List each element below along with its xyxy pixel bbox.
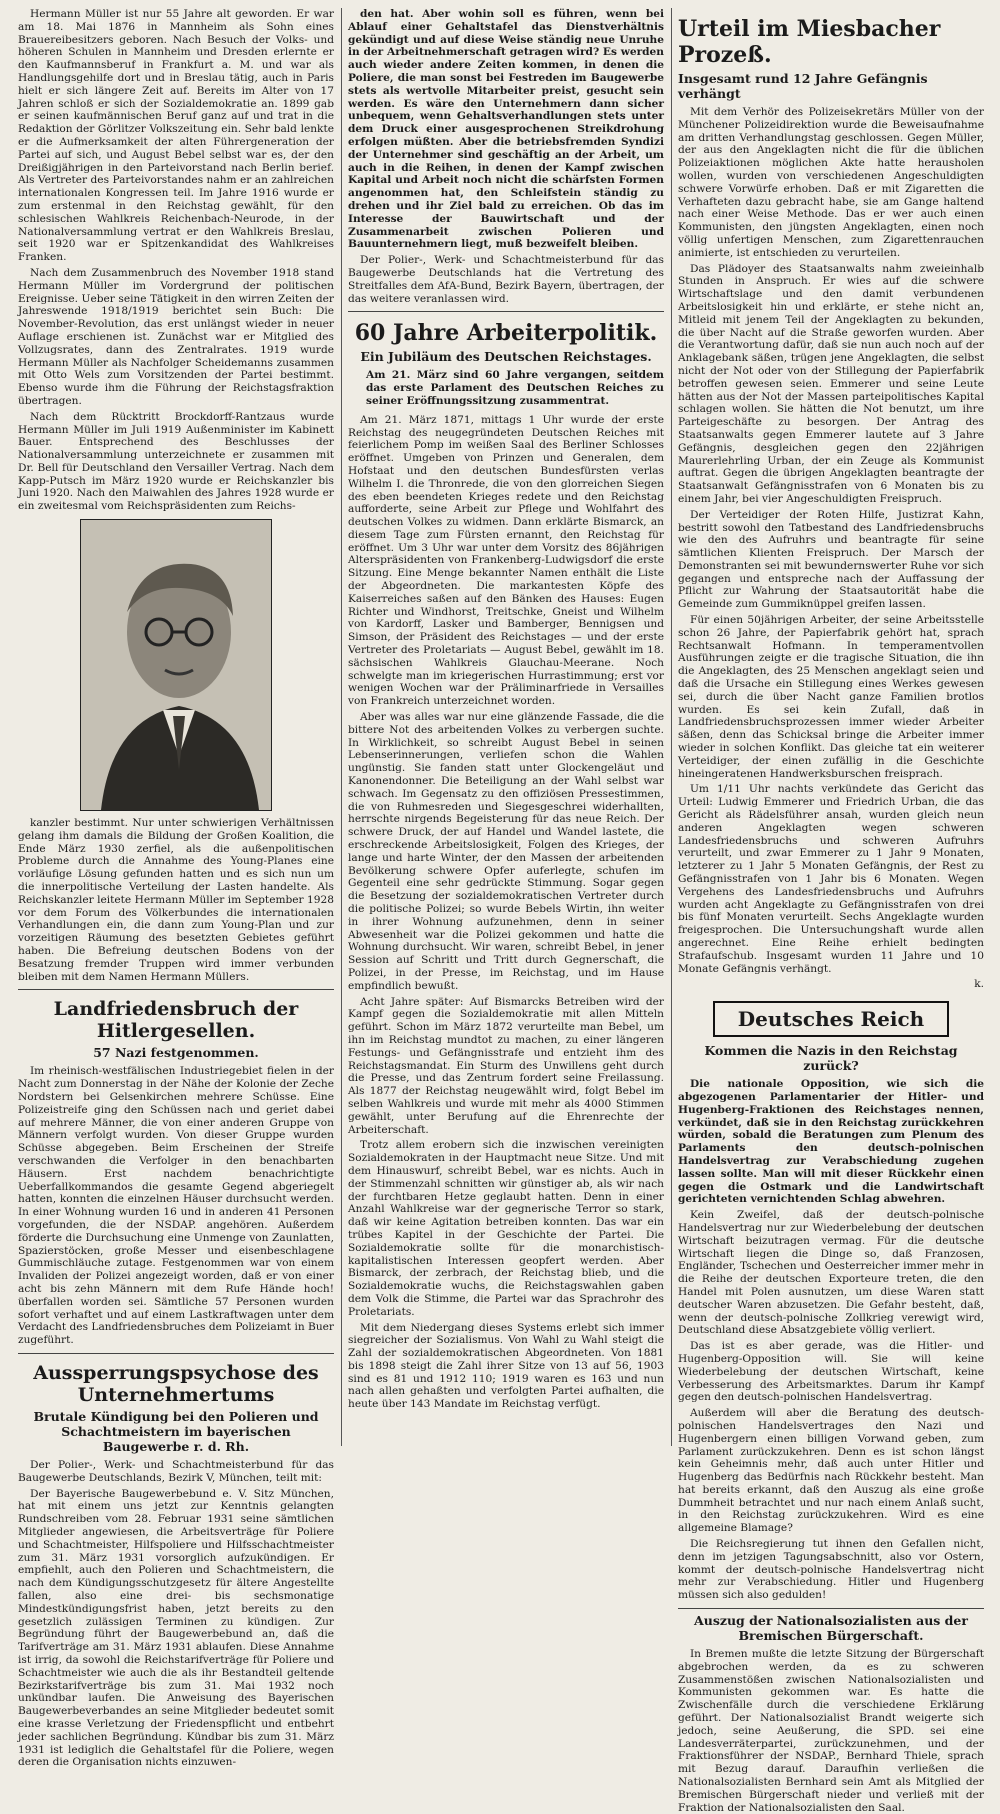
paragraph: Der Bayerische Baugewerbebund e. V. Sitz München, hat mit einem uns jetzt zur Kenntnis gelangten Rundschreiben vom 28. Februar 1931 seine sämtlichen Mitglieder angewiesen, die Arbeitsverträge für Poliere und Schachtmeister, Hilfspoliere und Hilfsschachtmeister zum 31. März 1931 vorsorglich aufzukündigen. Er empfiehlt, auch den Polieren und Schachtmeistern, die nach dem Kündigungsschutzgesetz für ältere Angestellte fallen, also eine drei- bis sechsmonatige Mindestkündigungsfrist haben, jetzt bereits zu den gesetzlich zulässigen Terminen zu kündigen. Zur Begründung führt der Baugewerbebund an, daß die Tarifverträge am 31. März 1931 ablaufen. Diese Annahme ist irrig, da sowohl die Reichstarifverträge für Poliere und Schachtmeister wie auch die als ihr Bestandteil geltende Bezirkstarifverträge bis zum 31. Mai 1932 noch unkündbar laufen. Die Anweisung des Bayerischen Baugewerbeverbandes an seine Mitglieder bedeutet somit eine krasse Verletzung der Friedenspflicht und entbehrt jeder sachlichen Begründung. Kündbar bis zum 31. März 1931 ist lediglich die Gehaltstafel für die Poliere, wegen deren die Organisation nichts einzuwen- xyxy=(18,1487,334,1769)
paragraph: Um 1/11 Uhr nachts verkündete das Gericht das Urteil: Ludwig Emmerer und Friedrich Urban, die das Gericht als Rädelsführer ansah, wurden gleich neun anderen Angeklagten wegen schweren Landesfriedensbruchs und schweren Aufruhrs verurteilt, und zwar Emmerer zu 1 Jahr 9 Monaten, letzterer zu 1 Jahr 5 Monaten Gefängnis, der Rest zu Gefängnisstrafen von 1 Jahr bis 6 Monaten. Wegen Vergehens des Landesfriedensbruchs und Aufruhrs wurden acht Angeklagte zu Gefängnisstrafen von drei bis fünf Monaten verurteilt. Sechs Angeklagte wurden freigesprochen. Die Untersuchungshaft wurde allen angerechnet. Eine Reihe erhielt bedingten Strafaufschub. Insgesamt wurden 11 Jahre und 10 Monate Gefängnis verhängt. xyxy=(678,783,984,975)
paragraph: Nach dem Rücktritt Brockdorff-Rantzaus wurde Hermann Müller im Juli 1919 Außenminister im Kabinett Bauer. Entsprechend des Beschlusses der Nationalversammlung unterzeichnete er zusammen mit Dr. Bell für Deutschland den Versailler Vertrag. Nach dem Kapp-Putsch im März 1920 wurde er Reichskanzler bis Juni 1920. Nach den Maiwahlen des Jahres 1928 wurde er ein zweitesmal vom Reichspräsidenten zum Reichs- xyxy=(18,410,334,513)
headline-aussperrung: Aussperrungspsychose des Unternehmertums xyxy=(33,1361,319,1406)
subheadline: Ein Jubiläum des Deutschen Reichstages. xyxy=(360,349,652,365)
headline-nazis-reichstag: Kommen die Nazis in den Reichstag zurück? xyxy=(704,1043,958,1074)
subheadline: Brutale Kündigung bei den Polieren und Schachtmeistern im bayerischen Baugewerbe r. d. Rh. xyxy=(33,1408,319,1454)
paragraph: Mit dem Verhör des Polizeisekretärs Müller von der Münchener Polizeidirektion wurde die Beweisaufnahme am dritten Verhandlungstag geschlossen. Gegen Müller, der aus den Angeklagten nicht die für die üblichen Polizeiaktionen möglichen Akte hatte herausholen wollen, wurden von verschiedenen Angeschuldigten schwere Vorwürfe erhoben. Daß er mit Zigaretten die Verhafteten dazu gebracht habe, sie am Gange haltend nach einer Weise Methode. Das er wer auch einen Kommunisten, den jüngsten Angeklagten, einen noch völlig unfertigen Menschen, zum Zigarettenrauchen animierte, ist entschieden zu verurteilen. xyxy=(678,106,984,259)
paragraph: Mit dem Niedergang dieses Systems erlebt sich immer siegreicher der Sozialismus. Von Wahl zu Wahl steigt die Zahl der sozialdemokratischen Abgeordneten. Von 1881 bis 1898 steigt die Zahl ihrer Sitze von 13 auf 56, 1903 sind es 81 und 1912 110; 1919 waren es 163 und nun nach allen gehaßten und verfolgten Partei aufhalten, die heute über 143 Mandate im Reichstag verfügt. xyxy=(348,1321,664,1411)
subheadline: 57 Nazi festgenommen. xyxy=(93,1045,259,1061)
divider xyxy=(348,311,664,312)
paragraph: Das Plädoyer des Staatsanwalts nahm zweieinhalb Stunden in Anspruch. Er wies auf die schwere Wirtschaftslage und den damit verbundenen Arbeitslosigkeit hin und erklärte, er stehe nicht an, Mitleid mit jenem Teil der Angeklagten zu bekunden, die über Nacht auf die Straße geworfen wurden. Aber die Verantwortung dafür, daß sie nun auch noch auf der Anklagebank säßen, trügen jene Angeklagten, die selbst nicht der Not oder von der Stillegung der Papierfabrik betroffen gewesen seien. Emmerer und seine Leute hätten aus der Not der Massen parteipolitisches Kapital schlagen wollen. Sie hätten die Not benutzt, um ihre Parteigeschäfte zu besorgen. Der Antrag des Staatsanwalts gegen Emmerer lautete auf 3 Jahre Gefängnis, desgleichen gegen den 22jährigen Maurerlehrling Urban, der ein Zeuge als Kommunist auftrat. Gegen die übrigen Angeklagten beantragte der Staatsanwalt Gefängnisstrafen von 6 Monaten bis zu einem Jahr, bei vier Angeschuldigten Freispruch. xyxy=(678,262,984,505)
headline-bremische-buergerschaft: Auszug der Nationalsozialisten aus der Bremischen Bürgerschaft. xyxy=(694,1613,968,1644)
column-3 xyxy=(678,8,984,1814)
paragraph: Für einen 50jährigen Arbeiter, der seine Arbeitsstelle schon 26 Jahre, der Papierfabrik gehört hat, sprach Rechtsanwalt Hofmann. In temperamentvollen Ausführungen zeigte er die tragische Situation, die ihn die Angeklagten, des 25 Menschen angeklagt seien und daß die Ursache ein Stillegung eines Werkes gewesen sei, durch die über Nacht ganze Familien brotlos wurden. Es sei kein Zufall, daß in Landfriedensbruchsprozessen immer wieder Arbeiter säßen, denn das Schicksal bringe die Arbeiter immer wieder in solchen Konflikt. Das gleiche tat ein weiterer Verteidiger, der einen zufällig in die Geschichte hineingeratenen Handwerksburschen freisprach. xyxy=(678,614,984,780)
paragraph: Die Reichsregierung tut ihnen den Gefallen nicht, denn im jetzigen Tagungsabschnitt, also vor Ostern, kommt der deutsch-polnische Handelsvertrag nicht mehr zur Verabschiedung. Hitler und Hugenberg müssen sich also gedulden! xyxy=(678,1538,984,1602)
paragraph: Aber was alles war nur eine glänzende Fassade, die die bittere Not des arbeitenden Volkes zu verbergen suchte. In Wirklichkeit, so schreibt August Bebel in seinen Lebenserinnerungen, verliefen schon die Wahlen ungünstig. Sie fanden statt unter Glockengeläut und Kanonendonner. Die Beteiligung an der Wahl selbst war schwach. Im Gegensatz zu den offiziösen Pressestimmen, die von Ruhmesreden und Siegesgeschrei widerhallten, herrschte nirgends Begeisterung für das neue Reich. Der schwere Druck, der auf Handel und Wandel lastete, die erschreckende Arbeitslosigkeit, Folgen des Krieges, der lange und harte Winter, der den Massen der arbeitenden Bevölkerung schwere Opfer auferlegte, schufen im Gegenteil eine sehr gedrückte Stimmung. Sogar gegen die Besetzung der sozialdemokratischen Vertreter durch die politische Polizei; so wurde Bebels Wirtin, ihn weiter in ihrer Wohnung aufzunehmen, denn in seiner Abwesenheit war die Polizei gekommen und hatte die Wohnung durchsucht. Wir waren, schreibt Bebel, in jener Session auf Schritt und Tritt durch Gegnerschaft, die Polizei, in der Presse, im Reichstag, und im Hause empfindlich bewußt. xyxy=(348,711,664,992)
column-rule xyxy=(671,8,672,1446)
paragraph: Kein Zweifel, daß der deutsch-polnische Handelsvertrag nur zur Wiederbelebung der deutschen Wirtschaft beizutragen vermag. Für die deutsche Wirtschaft liegen die Dinge so, daß Franzosen, Engländer, Tschechen und Oesterreicher immer mehr in die Reihe der deutschen Exporteure treten, die den Handel mit Polen ausnutzen, um diese Waren statt deutscher Waren abzusetzen. Die Gefahr besteht, daß, wenn der deutsch-polnische Zollkrieg verewigt wird, Deutschland diese Absatzgebiete völlig verliert. xyxy=(678,1209,984,1337)
paragraph: In Bremen mußte die letzte Sitzung der Bürgerschaft abgebrochen werden, da es zu schweren Zusammenstößen zwischen Nationalsozialisten und Kommunisten gekommen war. Es hatte die Zwischenfälle durch die verschiedene Erklärung geführt. Der Nationalsozialist Brandt weigerte sich jedoch, seine Aeußerung, die SPD. sei eine Landesverräterpartei, zurückzunehmen, und der Fraktionsführer der NSDAP., Bernhard Thiele, sprach mit Bezug darauf. Daraufhin verließen die Nationalsozialisten Bernhard sein Amt als Mitglied der Bremischen Bürgerschaft nieder und verließ mit der Fraktion der Nationalsozialisten den Saal. xyxy=(678,1648,984,1814)
divider xyxy=(18,1353,334,1354)
paragraph: Am 21. März 1871, mittags 1 Uhr wurde der erste Reichstag des neugegründeten Deutschen Reiches mit feierlichem Pomp im weißen Saal des Berliner Schlosses eröffnet. Umgeben von Prinzen und Generalen, dem Hofstaat und den deutschen Bundesfürsten verlas Wilhelm I. die Thronrede, die von den glorreichen Siegen des eben beendeten Krieges redete und den Reichstag aufforderte, seine Arbeit zur Pflege und Wohlfahrt des deutschen Volkes zu widmen. Dann erklärte Bismarck, an diesem Tage zum Fürsten ernannt, den Reichstag für eröffnet. Um 3 Uhr war unter dem Vorsitz des 86jährigen Alterspräsidenten von Frankenberg-Ludwigsdorf die erste Sitzung. Eine Menge bekannter Namen enthält die Liste der Abgeordneten. Die markantesten Köpfe des Kaiserreiches saßen auf den Bänken des Hauses: Eugen Richter und Windhorst, Treitschke, Gneist und Wilhelm von Kardorff, Lasker und Bamberger, Bennigsen und Simson, der Präsident des Reichstages — und der erste Vertreter des Proletariats — August Bebel, gewählt im 18. sächsischen Wahlkreis Glauchau-Meerane. Noch schwelgte man im kriegerischen Hurrastimmung; erst vor wenigen Wochen war der Präliminarfriede in Versailles von Frankreich unterzeichnet worden. xyxy=(348,413,664,708)
column-1 xyxy=(18,8,334,1769)
divider xyxy=(18,989,334,990)
section-title-box: Deutsches Reich xyxy=(713,1001,949,1037)
paragraph: Außerdem will aber die Beratung des deutsch-polnischen Handelsvertrages den Nazi und Hugenbergern einen billigen Vorwand geben, zum Parlament zurückzukehren. Denn es ist schon längst kein Geheimnis mehr, daß auch unter Hitler und Hugenberg das Bedürfnis nach Rückkehr besteht. Man hat bereits erkannt, daß den Auszug als eine große Dummheit betrachtet und nur nach einem Anlaß sucht, in den Reichstag zurückzukehren. Wird es eine allgemeine Blamage? xyxy=(678,1407,984,1535)
headline-landfriedensbruch: Landfriedensbruch der Hitlergesellen. xyxy=(53,998,299,1043)
paragraph: Nach dem Zusammenbruch des November 1918 stand Hermann Müller im Vordergrund der politischen Ereignisse. Ueber seine Tätigkeit in den wirren Zeiten der Jahreswende 1918/1919 berichtet sein Buch: Die November-Revolution, das erst unlängst wieder in neuer Auflage erschienen ist. Zunächst war er Mitglied des Vollzugsrates, dann des Zentralrates. 1919 wurde Hermann Müller als Nachfolger Scheidemanns zusammen mit Otto Wels zum Vorsitzenden der Partei bestimmt. Ebenso wurde ihm die Führung der Reichstagsfraktion übertragen. xyxy=(18,266,334,407)
paragraph: Das ist es aber gerade, was die Hitler- und Hugenberg-Opposition will. Sie will keine Wiederbelebung der deutschen Wirtschaft, keine Verbesserung des Arbeitsmarktes. Darum ihr Kampf gegen den deutsch-polnischen Handelsvertrag. xyxy=(678,1340,984,1404)
divider xyxy=(678,1608,984,1609)
headline-miesbacher-prozess: Urteil im Miesbacher Prozeß. xyxy=(678,16,941,68)
column-rule xyxy=(341,8,342,1446)
paragraph: Trotz allem erobern sich die inzwischen vereinigten Sozialdemokraten in der Hauptmacht neue Sitze. Und mit dem Hinauswurf, schreibt Bebel, war es nichts. Auch in der Stimmenzahl schnitten wir günstiger ab, als wir nach der furchtbaren Hetze geglaubt hatten. Denn in einer Anzahl Wahlkreise war der gegnerische Terror so stark, daß wir keine Agitation betreiben konnten. Das war ein trübes Kapitel in der Geschichte der Partei. Die Sozialdemokratie sollte für die monarchistisch-kapitalistischen Interessen geopfert werden. Aber Bismarck, der zerbrach, der Reichstag blieb, und die Sozialdemokratie wuchs, die Reichstagswahlen gaben dem Volk die Stimme, die Partei war das Sprachrohr des Proletariats. xyxy=(348,1139,664,1318)
paragraph: Der Polier-, Werk- und Schachtmeisterbund für das Baugewerbe Deutschlands hat die Vertretung des Streitfalles dem AfA-Bund, Bezirk Bayern, übertragen, der das weitere veranlassen wird. xyxy=(348,254,664,305)
column-2 xyxy=(348,8,664,1446)
paragraph: Acht Jahre später: Auf Bismarcks Betreiben wird der Kampf gegen die Sozialdemokratie mit allen Mitteln geführt. Schon im März 1872 verurteilte man Bebel, um ihn im Reichstag mundtot zu machen, zu einer längeren Festungs- und Gefängnisstrafe und entzieht ihm des Reichstagsmandat. Ein Sturm des Unwillens geht durch die Presse, und das Zentrum fordert seine Freilassung. Als 1877 der Reichstag neugewählt wird, folgt Bebel im selben Wahlkreis und wurde mit mehr als 4000 Stimmen gewählt, unter Berufung auf die Ehrenrechte der Arbeiterschaft. xyxy=(348,995,664,1136)
paragraph: Der Polier-, Werk- und Schachtmeisterbund für das Baugewerbe Deutschlands, Bezirk V, München, teilt mit: xyxy=(18,1458,334,1484)
paragraph: Im rheinisch-westfälischen Industriegebiet fielen in der Nacht zum Donnerstag in der Nähe der Kolonie der Zeche Nordstern bei Gelsenkirchen mehrere Schüsse. Eine Polizeistreife ging den Schüssen nach und geriet dabei auf mehrere Männer, die von einer anderen Gruppe von Männern verfolgt wurden. Von dieser Gruppe wurden Schüsse abgegeben. Beim Erscheinen der Streife verschwanden die Verfolger in den benachbarten Häusern. Erst nachdem benachrichtigte Ueberfallkommandos die gesamte Gegend abgeriegelt hatten, konnten die einzelnen Häuser durchsucht werden. In einer Wohnung wurden 16 und in anderen 41 Personen vorgefunden, die der NSDAP. angehören. Außerdem förderte die Durchsuchung eine Unmenge von Zaunlatten, Spazierstöcken, große Messer und eisenbeschlagene Gummischläuche zutage. Festgenommen war von einem Invaliden der Polizei angezeigt worden, daß er von einer acht bis zehn Männern mit dem Rufe Hände hoch! überfallen worden sei. Sämtliche 57 Personen wurden sofort verhaftet und auf einem Lastkraftwagen unter dem Verdacht des Landfriedensbruches dem Polizeiamt in Buer zugeführt. xyxy=(18,1065,334,1347)
paragraph: Hermann Müller ist nur 55 Jahre alt geworden. Er war am 18. Mai 1876 in Mannheim als Sohn eines Brauereibesitzers geboren. Nach Besuch der Volks- und höheren Schulen in Mannheim und Dresden erlernte er den Kaufmannsberuf in Frankfurt a. M. und war als Handlungsgehilfe dort und in Breslau tätig, auch in Paris hielt er sich längere Zeit auf. Bereits im Alter von 17 Jahren schloß er sich der Sozialdemokratie an. 1899 gab er seinen kaufmännischen Beruf ganz auf und trat in die Redaktion der Görlitzer Volkszeitung ein. Sehr bald lenkte er die Aufmerksamkeit der alten Führergeneration der Partei auf sich, und August Bebel selbst war es, der den Dreißigjährigen in den Parteivorstand nach Berlin berief. Als Vertreter des Parteivorstandes nahm er an zahlreichen internationalen Kongressen teil. Im Jahre 1916 wurde er zum erstenmal in den Reichstag gewählt, für den schlesischen Wahlkreis Reichenbach-Neurode, in der Nationalversammlung vertrat er den Wahlkreis Breslau, seit 1920 war er Spitzenkandidat des Wahlkreises Franken. xyxy=(18,8,334,264)
paragraph: den hat. Aber wohin soll es führen, wenn bei Ablauf einer Gehaltstafel das Dienstverhältnis gekündigt und auf diese Weise ständig neue Unruhe in der Arbeitnehmerschaft getragen wird? Es werden auch wieder andere Zeiten kommen, in denen die Poliere, die man sonst bei Festreden im Baugewerbe stets als wertvolle Mitarbeiter preist, gesucht sein werden. Es wäre den Unternehmern dann sicher unbequem, wenn Gehaltsverhandlungen stets unter dem Druck einer ausgesprochenen Streikdrohung erfolgen müßten. Aber die betriebsfremden Syndizi der Unternehmer sind geschäftig an der Arbeit, um auch in die Reihen, in denen der Kampf zwischen Kapital und Arbeit noch nicht die schärfsten Formen angenommen hat, den Schleifstein ständig zu drehen und ihr Ziel bald zu erreichen. Ob das im Interesse der Bauwirtschaft und der Zusammenarbeit zwischen Polieren und Bauunternehmern liegt, muß bezweifelt bleiben. xyxy=(348,8,664,251)
subheadline: Insgesamt rund 12 Jahre Gefängnis verhängt xyxy=(678,71,928,101)
paragraph: Der Verteidiger der Roten Hilfe, Justizrat Kahn, bestritt sowohl den Tatbestand des Landfriedensbruchs wie den des Aufruhrs und beantragte für seine sämtlichen Klienten Freispruch. Der Marsch der Demonstranten sei mit bewundernswerter Ruhe vor sich gegangen und entspreche nach der Auffassung der Pflicht zur Wahrung der Staatsautorität habe die Gemeinde zum Gummiknüppel greifen lassen. xyxy=(678,508,984,611)
lead-paragraph: Am 21. März sind 60 Jahre vergangen, seitdem das erste Parlament des Deutschen Reiches zu seiner Eröffnungssitzung zusammentrat. xyxy=(366,369,664,407)
portrait-photo xyxy=(80,519,272,811)
lead-paragraph: Die nationale Opposition, wie sich die abgezogenen Parlamentarier der Hitler- und Hugenberg-Fraktionen des Reichstages nennen, verkündet, daß sie in den Reichstag zurückkehren würden, sobald die Beratungen zum Plenum des Parlaments den deutsch-polnischen Handelsvertrag zur Verabschiedung zugehen lassen sollte. Man will mit dieser Rückkehr einen gegen die Ostmark und die Landwirtschaft gerichteten vernichtenden Schlag abwehren. xyxy=(678,1078,984,1206)
headline-arbeiterpolitik: 60 Jahre Arbeiterpolitik. xyxy=(354,320,658,347)
author-signature: k. xyxy=(974,978,984,991)
paragraph: kanzler bestimmt. Nur unter schwierigen Verhältnissen gelang ihm damals die Bildung der Großen Koalition, die Ende März 1930 zerfiel, als die außenpolitischen Probleme durch die Annahme des Young-Planes eine vorläufige Lösung gefunden hatten und es sich nun um die innerpolitische Verteilung der Lasten handelte. Als Reichskanzler leitete Hermann Müller im September 1928 vor dem Forum des Völkerbundes die internationalen Verhandlungen ein, die dann zum Young-Plan und zur vorzeitigen Räumung des besetzten Gebietes geführt haben. Die Befreiung deutschen Bodens von der Besatzung fremder Truppen wird immer verbunden bleiben mit dem Namen Hermann Müllers. xyxy=(18,817,334,983)
